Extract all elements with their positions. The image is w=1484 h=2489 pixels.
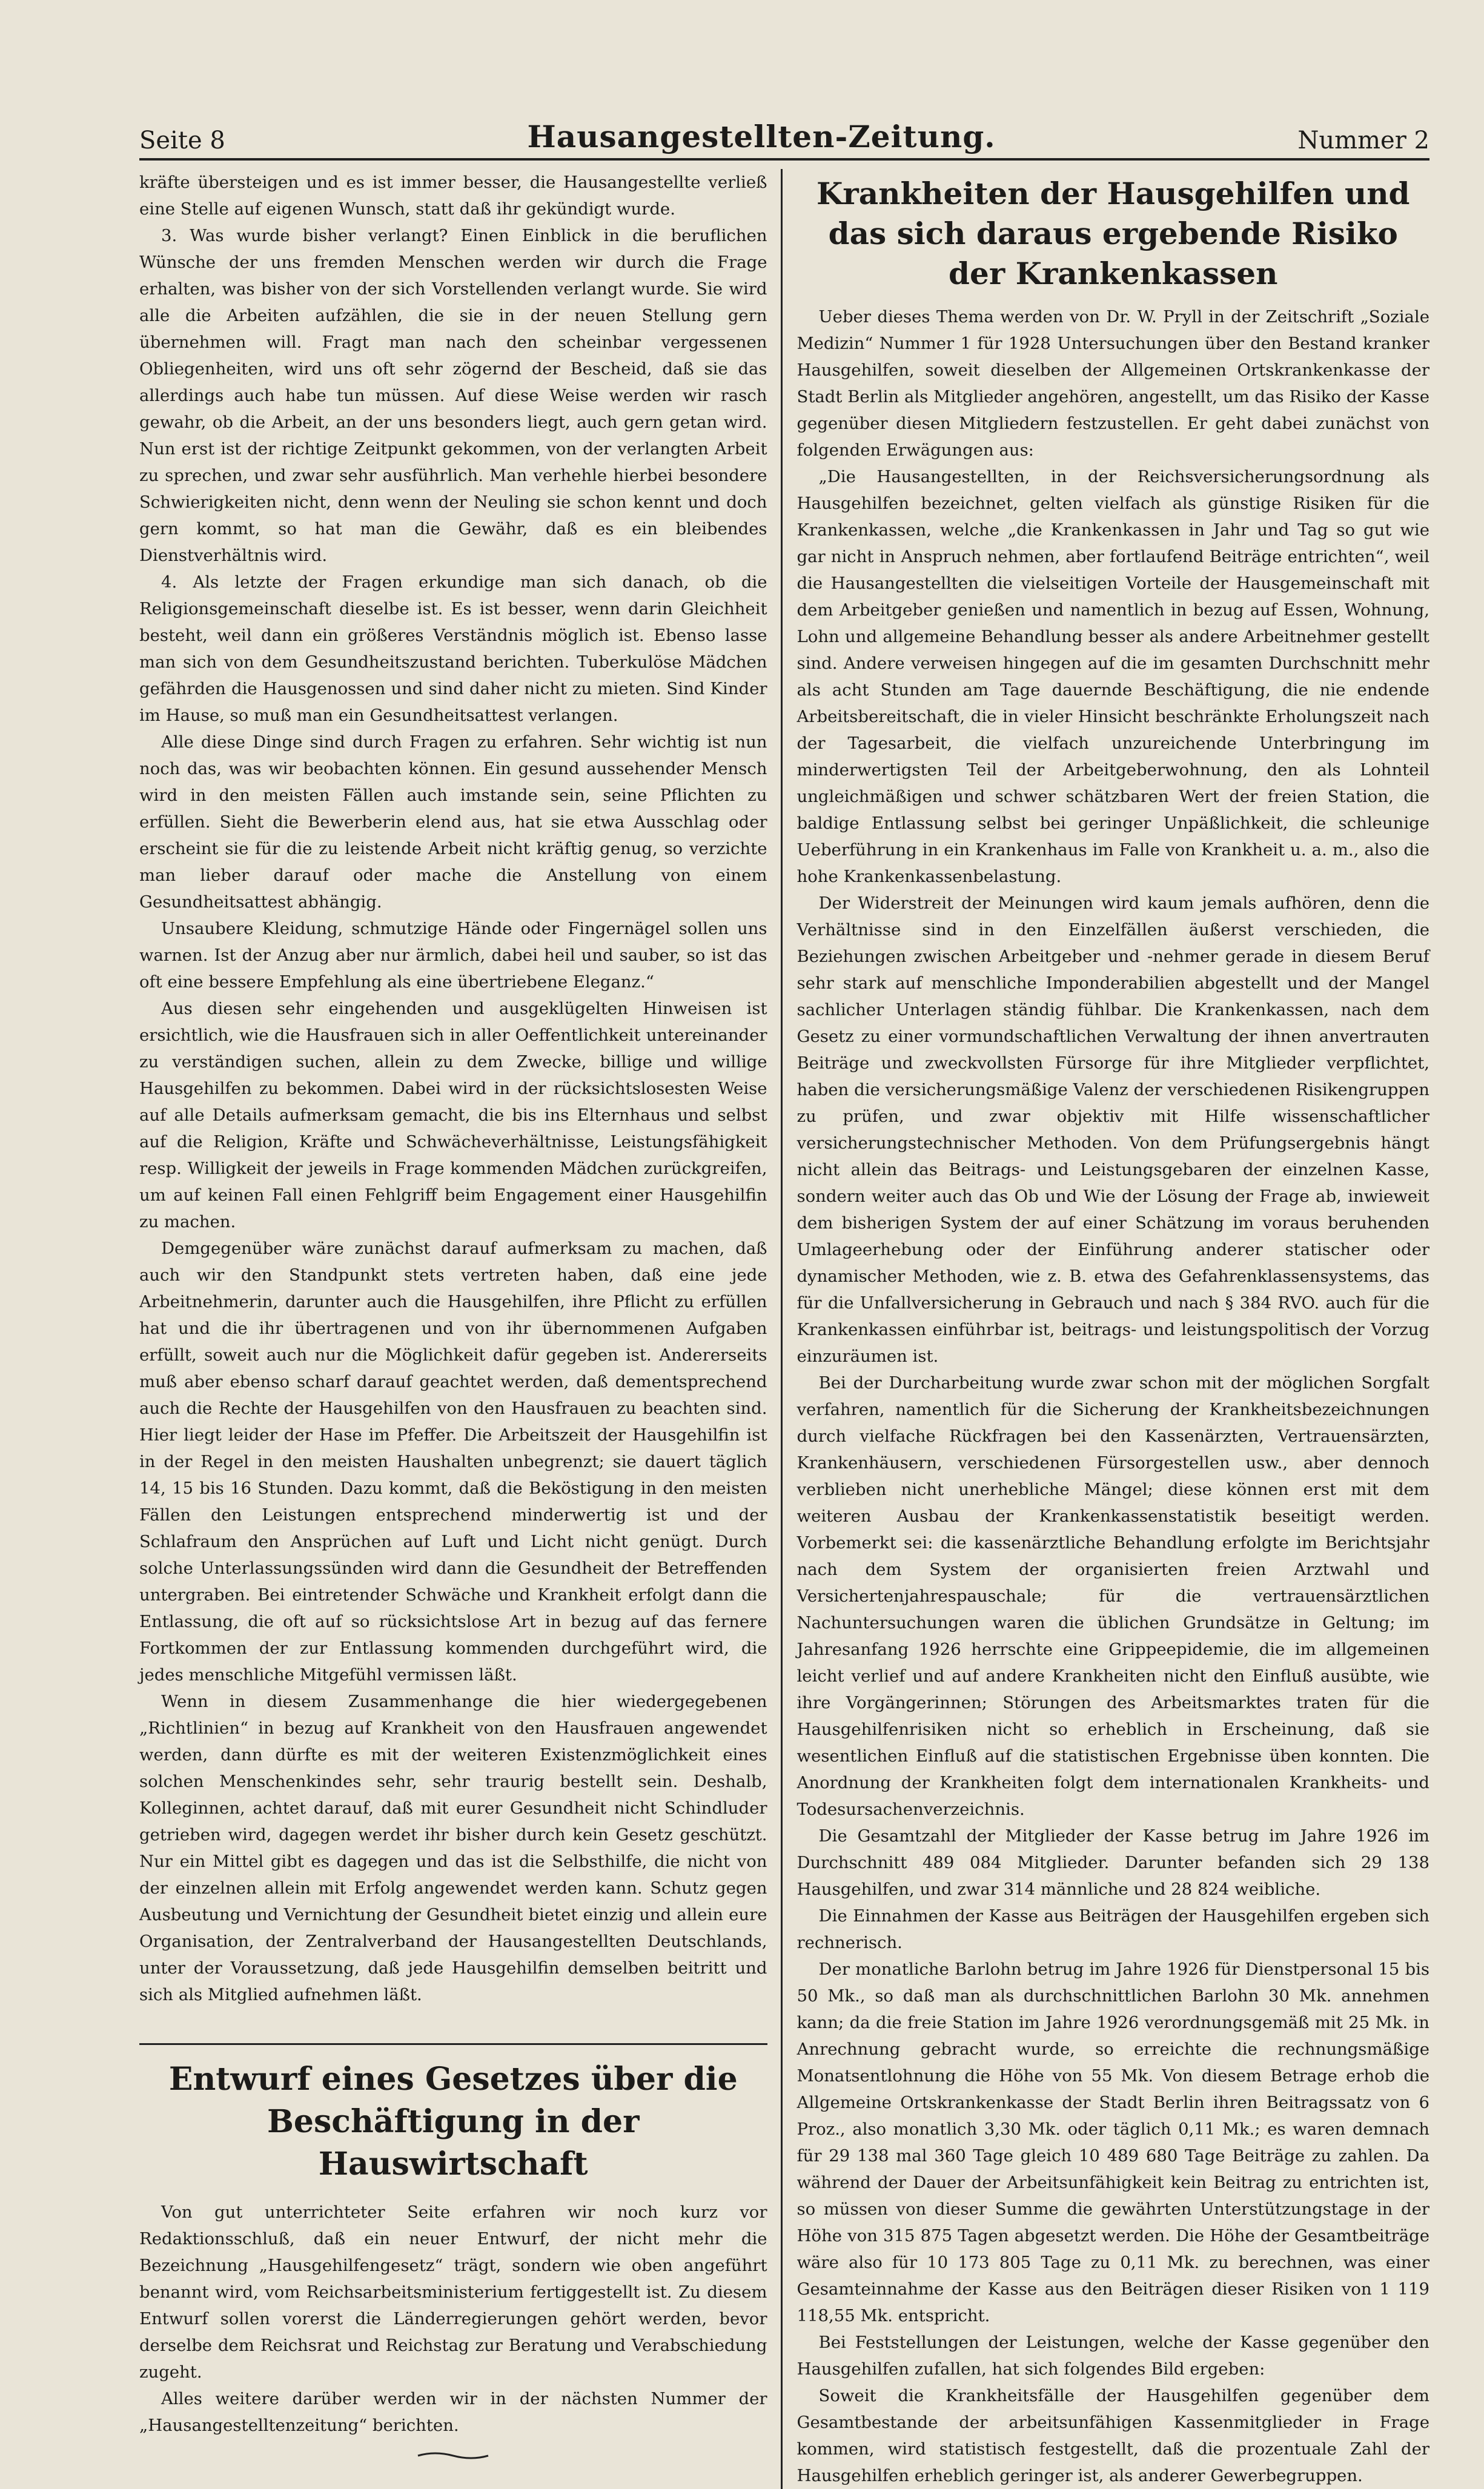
issue-number: Nummer 2 — [1297, 127, 1429, 154]
left-column — [139, 169, 781, 2489]
paragraph: Von gut unterrichteter Seite erfahren wir noch kurz vor Redaktionsschluß, daß ein neuer Entwurf, der nicht mehr die Bezeichnung „Hausgehilfengesetz“ trägt, sondern wie oben angeführt benannt wird, vom Reichsarbeitsministerium fertiggestellt ist. Zu diesem Entwurf sollen vorerst die Länderregierungen gehört werden, bevor derselbe dem Reichsrat und Reichstag zur Beratung und Verabschiedung zugeht. — [139, 2202, 767, 2382]
paragraph: kräfte übersteigen und es ist immer besser, die Hausangestellte verließ eine Stelle auf eigenen Wunsch, statt daß ihr gekündigt wurde. — [139, 173, 767, 219]
paragraph: Wenn in diesem Zusammenhange die hier wiedergegebenen „Richtlinien“ in bezug auf Krankheit von den Hausfrauen angewendet werden, dann dürfte es mit der weiteren Existenzmöglichkeit eines solchen Menschenkindes sehr, sehr traurig bestellt sein. Deshalb, Kolleginnen, achtet darauf, daß mit eurer Gesundheit nicht Schindluder getrieben wird, dagegen werdet ihr bisher durch kein Gesetz geschützt. Nur ein Mittel gibt es dagegen und das ist die Selbsthilfe, die nicht von der einzelnen allein mit Erfolg angewendet werden kann. Schutz gegen Ausbeutung und Vernichtung der Gesundheit bietet einzig und allein eure Organisation, der Zentralverband der Hausangestellten Deutschlands, unter der Voraussetzung, daß jede Hausgehilfin demselben beitritt und sich als Mitglied aufnehmen läßt. — [139, 1692, 767, 2004]
paragraph: „Die Hausangestellten, in der Reichsversicherungsordnung als Hausgehilfen bezeichnet, gelten vielfach als günstige Risiken für die Krankenkassen, welche „die Krankenkassen in Jahr und Tag so gut wie gar nicht in Anspruch nehmen, aber fortlaufend Beiträge entrichten“, weil die Hausangestellten die vielseitigen Vorteile der Hausgemeinschaft mit dem Arbeitgeber genießen und namentlich in bezug auf Essen, Wohnung, Lohn und allgemeine Behandlung besser als andere Arbeitnehmer gestellt sind. Andere verweisen hingegen auf die im gesamten Durchschnitt mehr als acht Stunden am Tage dauernde Beschäftigung, die nie endende Arbeitsbereitschaft, die in vieler Hinsicht beschränkte Erholungszeit nach der Tagesarbeit, die vielfach unzureichende Unterbringung im minderwertigsten Teil der Arbeitgeberwohnung, den als Lohnteil ungleichmäßigen und schwer schätzbaren Wert der freien Station, die baldige Entlassung selbst bei geringer Unpäßlichkeit, die schleunige Ueberführung in ein Krankenhaus im Falle von Krankheit u. a. m., also die hohe Krankenkassenbelastung. — [797, 467, 1429, 886]
paragraph: 4. Als letzte der Fragen erkundige man sich danach, ob die Religionsgemeinschaft dieselbe ist. Es ist besser, wenn darin Gleichheit besteht, weil dann ein größeres Verständnis möglich ist. Ebenso lasse man sich von dem Gesundheitszustand berichten. Tuberkulöse Mädchen gefährden die Hausgenossen und sind daher nicht zu mieten. Sind Kinder im Hause, so muß man ein Gesundheitsattest verlangen. — [139, 572, 767, 725]
paragraph: Alle diese Dinge sind durch Fragen zu erfahren. Sehr wichtig ist nun noch das, was wir beobachten können. Ein gesund aussehender Mensch wird in den meisten Fällen auch imstande sein, seine Pflichten zu erfüllen. Sieht die Bewerberin elend aus, hat sie etwa Ausschlag oder erscheint sie für die zu leistende Arbeit nicht kräftig genug, so verzichte man lieber darauf oder mache die Anstellung von einem Gesundheitsattest abhängig. — [139, 732, 767, 912]
page-header — [139, 118, 1429, 154]
masthead-title: Hausangestellten-Zeitung. — [527, 119, 996, 154]
page-number: Seite 8 — [139, 127, 225, 154]
paragraph: 3. Was wurde bisher verlangt? Einen Einblick in die beruflichen Wünsche der uns fremden Menschen werden wir durch die Frage erhalten, was bisher von der sich Vorstellenden verlangt wurde. Sie wird alle die Arbeiten aufzählen, die sie in der neuen Stellung gern übernehmen will. Fragt man nach den scheinbar vergessenen Obliegenheiten, wird uns oft sehr zögernd der Bescheid, daß sie das allerdings auch habe tun müssen. Auf diese Weise werden wir rasch gewahr, ob die Arbeit, an der uns besonders liegt, auch gern getan wird. Nun erst ist der richtige Zeitpunkt gekommen, von der verlangten Arbeit zu sprechen, und zwar sehr ausführlich. Man verhehle hierbei besondere Schwierigkeiten nicht, denn wenn der Neuling sie schon kennt und doch gern kommt, so hat man die Gewähr, daß es ein bleibendes Dienstverhältnis wird. — [139, 226, 767, 565]
header-rule — [139, 158, 1429, 161]
paragraph: Der Widerstreit der Meinungen wird kaum jemals aufhören, denn die Verhältnisse sind in den Einzelfällen äußerst verschieden, die Beziehungen zwischen Arbeitgeber und -nehmer gerade in diesem Beruf sehr stark auf menschliche Imponderabilien abgestellt und der Mangel sachlicher Unterlagen ständig fühlbar. Die Krankenkassen, nach dem Gesetz zu einer vormundschaftlichen Verwaltung der ihnen anvertrauten Beiträge und zweckvollsten Fürsorge für ihre Mitglieder verpflichtet, haben die versicherungsmäßige Valenz der verschiedenen Risikengruppen zu prüfen, und zwar objektiv mit Hilfe wissenschaftlicher versicherungstechnischer Methoden. Von dem Prüfungsergebnis hängt nicht allein das Beitrags- und Leistungsgebaren der einzelnen Kasse, sondern weiter auch das Ob und Wie der Lösung der Frage ab, inwieweit dem bisherigen System der auf einer Schätzung im voraus beruhenden Umlageerhebung oder der Einführung anderer statischer oder dynamischer Methoden, wie z. B. etwa des Gefahrenklassensystems, das für die Unfallversicherung in Gebrauch und nach § 384 RVO. auch für die Krankenkassen einführbar ist, beitrags- und leistungspolitisch der Vorzug einzuräumen ist. — [797, 893, 1429, 1366]
flourish-ornament — [417, 2450, 489, 2462]
article-title-gesetz: Entwurf eines Gesetzes über die Beschäftigung in der Hauswirtschaft — [168, 2061, 738, 2182]
paragraph: Die Einnahmen der Kasse aus Beiträgen der Hausgehilfen ergeben sich rechnerisch. — [797, 1906, 1429, 1952]
paragraph: Bei der Durcharbeitung wurde zwar schon mit der möglichen Sorgfalt verfahren, namentlich für die Sicherung der Krankheitsbezeichnungen durch vielfache Rückfragen bei den Kassenärzten, Vertrauensärzten, Krankenhäusern, verschiedenen Fürsorgestellen usw., aber dennoch verblieben nicht unerhebliche Mängel; diese können erst mit dem weiteren Ausbau der Krankenkassenstatistik beseitigt werden. Vorbemerkt sei: die kassenärztliche Behandlung erfolgte im Berichtsjahr nach dem System der organisierten freien Arztwahl und Versichertenjahrespauschale; für die vertrauensärztlichen Nachuntersuchungen waren die üblichen Grundsätze in Geltung; im Jahresanfang 1926 herrschte eine Grippeepidemie, die im allgemeinen leicht verlief und auf andere Krankheiten nicht den Einfluß ausübte, wie ihre Vorgängerinnen; Störungen des Arbeitsmarktes traten für die Hausgehilfenrisiken nicht so erheblich in Erscheinung, daß sie wesentlichen Einfluß auf die statistischen Ergebnisse üben konnten. Die Anordnung der Krankheiten folgt dem internationalen Krankheits- und Todesursachenverzeichnis. — [797, 1373, 1429, 1819]
paragraph: Aus diesen sehr eingehenden und ausgeklügelten Hinweisen ist ersichtlich, wie die Hausfrauen sich in aller Oeffentlichkeit untereinander zu verständigen suchen, allein zu dem Zwecke, billige und willige Hausgehilfen zu bekommen. Dabei wird in der rücksichtslosesten Weise auf alle Details aufmerksam gemacht, die bis ins Elternhaus und selbst auf die Religion, Kräfte und Schwächeverhältnisse, Leistungsfähigkeit resp. Willigkeit der jeweils in Frage kommenden Mädchen zurückgreifen, um auf keinen Fall einen Fehlgriff beim Engagement einer Hausgehilfin zu machen. — [139, 999, 767, 1231]
right-column — [783, 169, 1430, 2489]
paragraph: Bei Feststellungen der Leistungen, welche der Kasse gegenüber den Hausgehilfen zufallen, hat sich folgendes Bild ergeben: — [797, 2333, 1429, 2379]
paragraph: Die Gesamtzahl der Mitglieder der Kasse betrug im Jahre 1926 im Durchschnitt 489 084 Mitglieder. Darunter befanden sich 29 138 Hausgehilfen, und zwar 314 männliche und 28 824 weibliche. — [797, 1826, 1429, 1899]
paragraph: Soweit die Krankheitsfälle der Hausgehilfen gegenüber dem Gesamtbestande der arbeitsunfähigen Kassenmitglieder in Frage kommen, wird statistisch festgestellt, daß die prozentuale Zahl der Hausgehilfen erheblich geringer ist, als anderer Gewerbegruppen. — [797, 2386, 1429, 2485]
paragraph: Demgegenüber wäre zunächst darauf aufmerksam zu machen, daß auch wir den Standpunkt stets vertreten haben, daß eine jede Arbeitnehmerin, darunter auch die Hausgehilfen, ihre Pflicht zu erfüllen hat und die ihr übertragenen und von ihr übernommenen Aufgaben erfüllt, soweit auch nur die Möglichkeit dafür gegeben ist. Andererseits muß aber ebenso scharf darauf geachtet werden, daß dementsprechend auch die Rechte der Hausgehilfen von den Hausfrauen zu beachten sind. Hier liegt leider der Hase im Pfeffer. Die Arbeitszeit der Hausgehilfin ist in der Regel in den meisten Haushalten unbegrenzt; sie dauert täglich 14, 15 bis 16 Stunden. Dazu kommt, daß die Beköstigung in den meisten Fällen den Leistungen entsprechend minderwertig ist und der Schlafraum den Ansprüchen auf Luft und Licht nicht genügt. Durch solche Unterlassungssünden wird dann die Gesundheit der Betreffenden untergraben. Bei eintretender Schwäche und Krankheit erfolgt dann die Entlassung, die oft auf so rücksichtslose Art in bezug auf das fernere Fortkommen der zur Entlassung kommenden durchgeführt wird, die jedes menschliche Mitgefühl vermissen läßt. — [139, 1239, 767, 1685]
article-columns — [139, 169, 1429, 2489]
paragraph: Ueber dieses Thema werden von Dr. W. Pryll in der Zeitschrift „Soziale Medizin“ Nummer 1 für 1928 Untersuchungen über den Bestand kranker Hausgehilfen, soweit dieselben der Allgemeinen Ortskrankenkasse der Stadt Berlin als Mitglieder angehören, angestellt, um das Risiko der Kasse gegenüber diesen Mitgliedern festzustellen. Er geht dabei zunächst von folgenden Erwägungen aus: — [797, 307, 1429, 460]
section-divider — [139, 2043, 767, 2045]
paragraph: Alles weitere darüber werden wir in der nächsten Nummer der „Hausangestelltenzeitung“ berichten. — [139, 2389, 767, 2435]
paragraph: Der monatliche Barlohn betrug im Jahre 1926 für Dienstpersonal 15 bis 50 Mk., so daß man als durchschnittlichen Barlohn 30 Mk. annehmen kann; da die freie Station im Jahre 1926 verordnungsgemäß mit 25 Mk. in Anrechnung gebracht wurde, so erreichte die rechnungsmäßige Monatsentlohnung die Höhe von 55 Mk. Von diesem Betrage erhob die Allgemeine Ortskrankenkasse der Stadt Berlin ihren Beitragssatz von 6 Proz., also monatlich 3,30 Mk. oder täglich 0,11 Mk.; es waren demnach für 29 138 mal 360 Tage gleich 10 489 680 Tage Beiträge zu zahlen. Da während der Dauer der Arbeitsunfähigkeit kein Beitrag zu entrichten ist, so müssen von dieser Summe die gewährten Unterstützungstage in der Höhe von 315 875 Tagen abgesetzt werden. Die Höhe der Gesamtbeiträge wäre also für 10 173 805 Tage zu 0,11 Mk. zu berechnen, was einer Gesamteinnahme der Kasse aus den Beiträgen dieser Risiken von 1 119 118,55 Mk. entspricht. — [797, 1960, 1429, 2325]
article-title-krankheiten: Krankheiten der Hausgehilfen und das sich daraus ergebende Risiko der Krankenkassen — [816, 176, 1410, 291]
paragraph: Unsaubere Kleidung, schmutzige Hände oder Fingernägel sollen uns warnen. Ist der Anzug aber nur ärmlich, dabei heil und sauber, so ist das oft eine bessere Empfehlung als eine übertriebene Eleganz.“ — [139, 919, 767, 992]
